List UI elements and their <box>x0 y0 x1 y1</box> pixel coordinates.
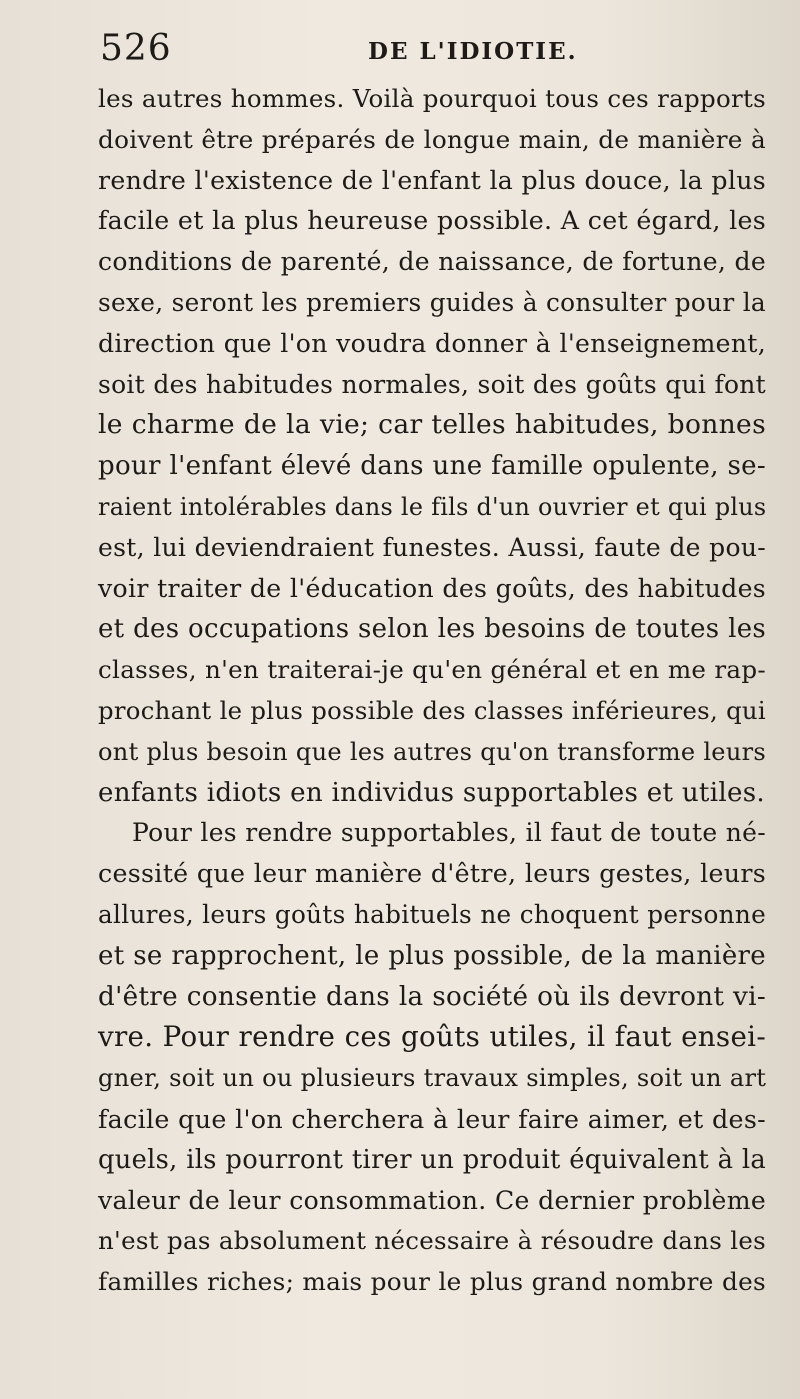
text-line: doivent être préparés de longue main, de manière à <box>98 124 766 154</box>
text-line: n'est pas absolument nécessaire à résoudre dans les <box>98 1226 766 1256</box>
text-line: allures, leurs goûts habituels ne choquent personne <box>98 899 766 929</box>
text-line: d'être consentie dans la société où ils devront vi- <box>98 981 766 1012</box>
page-number: 526 <box>100 28 172 69</box>
text-line: sexe, seront les premiers guides à consulter pour la <box>98 287 766 317</box>
text-line: voir traiter de l'éducation des goûts, des habitudes <box>98 573 766 603</box>
text-line: est, lui deviendraient funestes. Aussi, faute de pou- <box>98 532 766 562</box>
text-line: conditions de parenté, de naissance, de fortune, de <box>98 247 766 277</box>
text-line: prochant le plus possible des classes inférieures, qui <box>98 695 766 725</box>
text-line: et des occupations selon les besoins de toutes les <box>98 614 766 645</box>
running-title: DE L'IDIOTIE. <box>368 38 578 65</box>
text-line: rendre l'existence de l'enfant la plus douce, la plus <box>98 165 766 195</box>
text-line: direction que l'on voudra donner à l'enseignement, <box>98 328 766 358</box>
text-line: gner, soit un ou plusieurs travaux simples, soit un art <box>98 1064 767 1093</box>
text-line: facile que l'on cherchera à leur faire aimer, et des- <box>98 1103 766 1134</box>
text-line: familles riches; mais pour le plus grand nombre des <box>98 1267 766 1297</box>
text-line: facile et la plus heureuse possible. A cet égard, les <box>98 206 766 236</box>
text-line: soit des habitudes normales, soit des goûts qui font <box>98 369 766 399</box>
text-line: pour l'enfant élevé dans une famille opulente, se- <box>98 451 766 482</box>
text-line: vre. Pour rendre ces goûts utiles, il faut ensei- <box>98 1020 766 1054</box>
paragraph-end-line: enfants idiots en individus supportables et utiles. <box>98 777 765 808</box>
text-line: raient intolérables dans le fils d'un ouvrier et qui plus <box>98 492 767 521</box>
text-line: cessité que leur manière d'être, leurs gestes, leurs <box>98 859 766 889</box>
text-line: les autres hommes. Voilà pourquoi tous ces rapports <box>98 84 766 113</box>
page-header <box>100 28 740 78</box>
text-line: le charme de la vie; car telles habitudes, bonnes <box>98 409 766 441</box>
text-line: valeur de leur consommation. Ce dernier problème <box>98 1185 766 1215</box>
paragraph-start-line: Pour les rendre supportables, il faut de toute né- <box>132 818 766 848</box>
body-text <box>98 79 766 1303</box>
text-line: et se rapprochent, le plus possible, de la manière <box>98 940 766 971</box>
text-line: quels, ils pourront tirer un produit équivalent à la <box>98 1144 766 1175</box>
text-line: ont plus besoin que les autres qu'on transforme leurs <box>98 737 767 766</box>
text-line: classes, n'en traiterai-je qu'en général et en me rap- <box>98 655 766 685</box>
